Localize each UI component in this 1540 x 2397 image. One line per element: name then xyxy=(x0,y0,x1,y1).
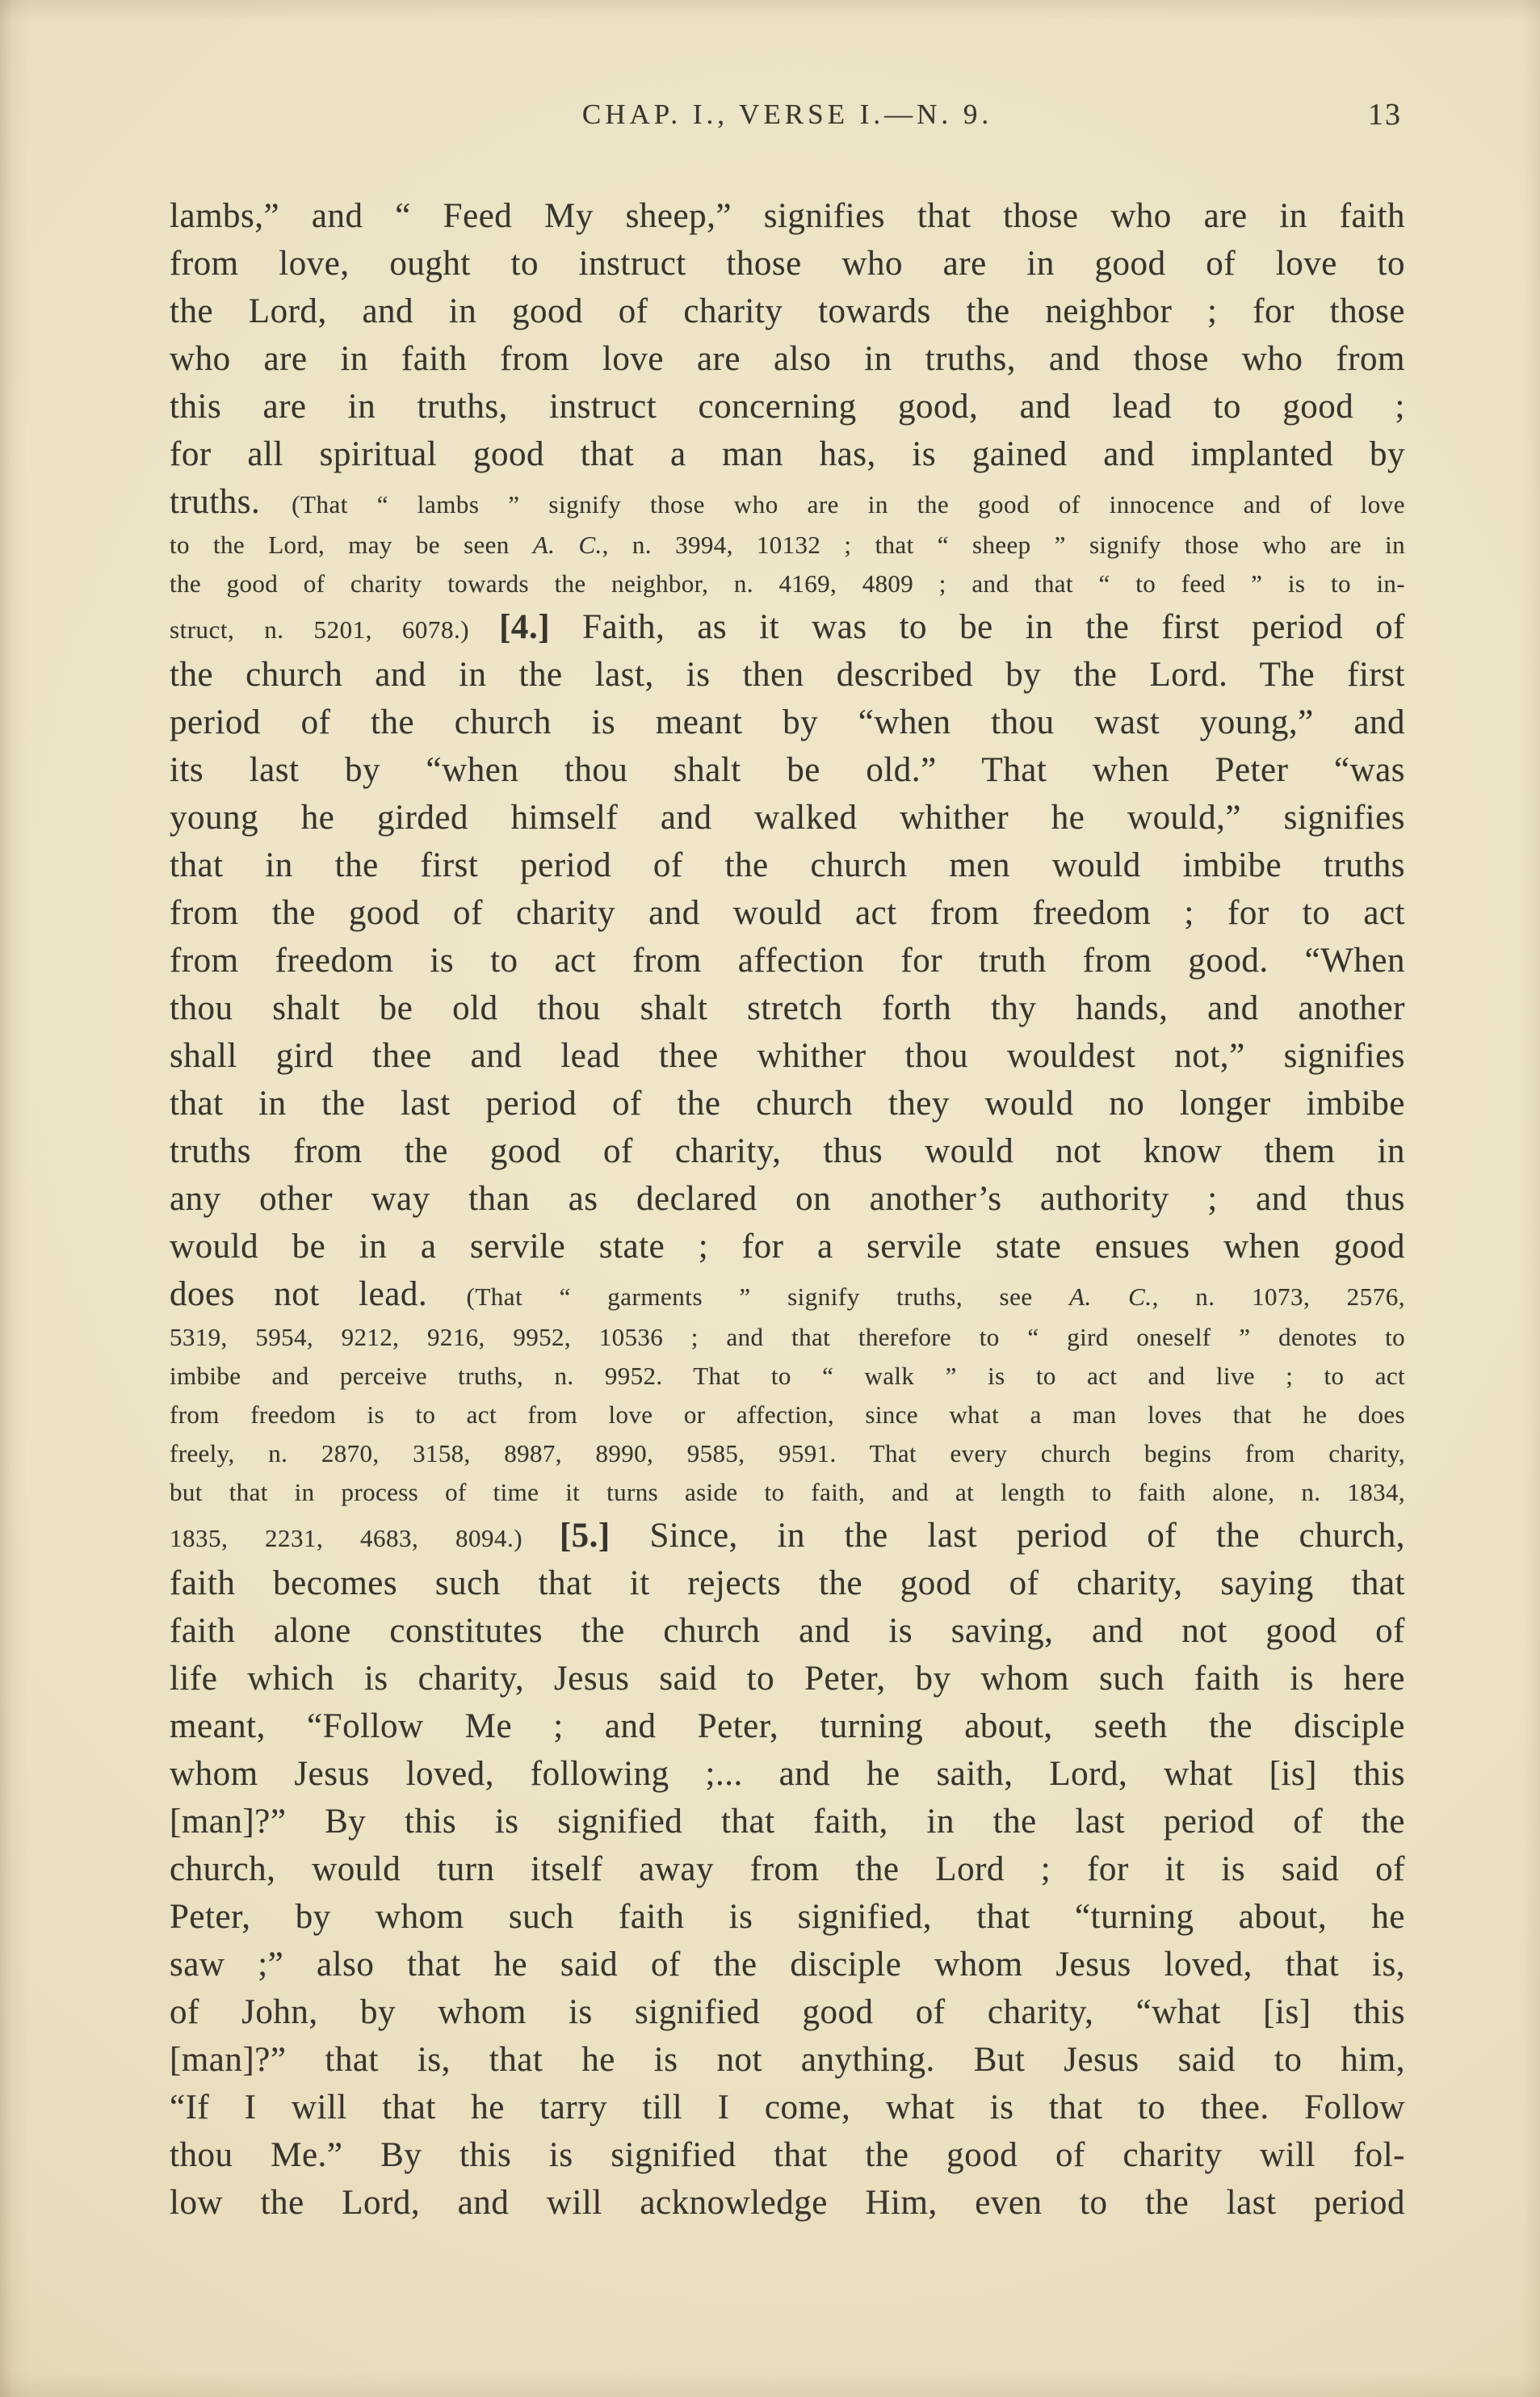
text-line xyxy=(170,335,1405,383)
text-segment: 5319, 5954, 9212, 9216, 9952, 10536 ; and that therefore to “ gird oneself ” denotes to xyxy=(170,1323,1405,1351)
text-segment: A. C. xyxy=(1069,1282,1152,1311)
text-line xyxy=(170,1032,1405,1080)
text-line xyxy=(170,889,1405,937)
text-line xyxy=(170,383,1405,430)
text-line xyxy=(170,1988,1405,2036)
text-line xyxy=(170,1655,1405,1702)
text-line xyxy=(170,1702,1405,1750)
text-segment: any other way than as declared on another’s authority ; and thus xyxy=(170,1180,1405,1218)
text-segment: period of the church is meant by “when thou wast young,” and xyxy=(170,703,1405,741)
text-segment: 1835, 2231, 4683, 8094.) xyxy=(170,1524,560,1552)
text-line xyxy=(170,2036,1405,2084)
text-segment: young he girded himself and walked whither he would,” signifies xyxy=(170,799,1405,837)
page-number: 13 xyxy=(1368,98,1402,132)
text-line xyxy=(170,1607,1405,1655)
text-line xyxy=(170,1318,1405,1357)
text-line xyxy=(170,1357,1405,1396)
text-segment: Peter, by whom such faith is signified, that “turning about, he xyxy=(170,1898,1405,1936)
text-segment: thou Me.” By this is signified that the good of charity will fol- xyxy=(170,2136,1405,2174)
text-segment: the good of charity towards the neighbor, n. 4169, 4809 ; and that “ to feed ” is to in- xyxy=(170,569,1405,598)
text-segment: shall gird thee and lead thee whither thou wouldest not,” signifies xyxy=(170,1037,1405,1075)
text-line xyxy=(170,603,1405,651)
text-segment: does not lead. xyxy=(170,1275,467,1313)
text-line xyxy=(170,1798,1405,1845)
text-segment: from the good of charity and would act from freedom ; for to act xyxy=(170,894,1405,932)
text-line xyxy=(170,430,1405,478)
text-segment: meant, “Follow Me ; and Peter, turning about, seeth the disciple xyxy=(170,1707,1405,1745)
text-line xyxy=(170,1941,1405,1988)
text-line xyxy=(170,1893,1405,1941)
text-segment: that in the last period of the church they would no longer imbibe xyxy=(170,1085,1405,1123)
section-number: [5.] xyxy=(559,1517,650,1555)
text-line xyxy=(170,288,1405,335)
text-segment: its last by “when thou shalt be old.” That when Peter “was xyxy=(170,751,1405,789)
text-segment: imbibe and perceive truths, n. 9952. That to “ walk ” is to act and live ; to act xyxy=(170,1362,1405,1390)
text-segment: of John, by whom is signified good of charity, “what [is] this xyxy=(170,1993,1405,2031)
text-line xyxy=(170,1512,1405,1560)
text-segment: , n. 1073, 2576, xyxy=(1152,1282,1406,1311)
text-line xyxy=(170,842,1405,889)
text-line xyxy=(170,1750,1405,1798)
text-segment: would be in a servile state ; for a servile state ensues when good xyxy=(170,1228,1405,1266)
page-header xyxy=(170,99,1405,141)
running-head-title: CHAP. I., VERSE I.—N. 9. xyxy=(581,99,993,130)
section-number: [4.] xyxy=(499,608,583,646)
text-segment: the Lord, and in good of charity towards the neighbor ; for those xyxy=(170,292,1405,330)
text-segment: whom Jesus loved, following ;... and he saith, Lord, what [is] this xyxy=(170,1755,1405,1793)
text-line xyxy=(170,1080,1405,1127)
text-line xyxy=(170,478,1405,526)
text-segment: church, would turn itself away from the Lord ; for it is said of xyxy=(170,1850,1405,1888)
text-segment: freely, n. 2870, 3158, 8987, 8990, 9585, 9591. That every church begins from charity, xyxy=(170,1439,1405,1467)
text-segment: (That “ lambs ” signify those who are in the good of innocence and of love xyxy=(292,490,1406,518)
text-line xyxy=(170,526,1405,565)
text-segment: A. C. xyxy=(532,531,602,559)
text-segment: who are in faith from love are also in truths, and those who from xyxy=(170,340,1405,378)
text-segment: lambs,” and “ Feed My sheep,” signifies that those who are in faith xyxy=(170,197,1405,235)
text-line xyxy=(170,1223,1405,1270)
text-segment: from freedom is to act from affection for truth from good. “When xyxy=(170,942,1405,980)
text-segment: truths from the good of charity, thus would not know them in xyxy=(170,1132,1405,1170)
page-text xyxy=(170,192,1405,2227)
text-line xyxy=(170,651,1405,699)
text-segment: that in the first period of the church men would imbibe truths xyxy=(170,846,1405,884)
text-line xyxy=(170,1434,1405,1473)
text-segment: from freedom is to act from love or affection, since what a man loves that he does xyxy=(170,1400,1405,1429)
text-segment: faith alone constitutes the church and is saving, and not good of xyxy=(170,1612,1405,1650)
text-line xyxy=(170,1396,1405,1434)
text-segment: for all spiritual good that a man has, is gained and implanted by xyxy=(170,435,1405,473)
text-line xyxy=(170,240,1405,288)
text-segment: (That “ garments ” signify truths, see xyxy=(466,1282,1070,1311)
text-line xyxy=(170,794,1405,842)
text-line xyxy=(170,1127,1405,1175)
text-line xyxy=(170,937,1405,984)
text-segment: life which is charity, Jesus said to Peter, by whom such faith is here xyxy=(170,1660,1405,1698)
text-line xyxy=(170,2084,1405,2131)
text-segment: [man]?” By this is signified that faith, in the last period of the xyxy=(170,1803,1405,1841)
text-line xyxy=(170,1175,1405,1223)
text-line xyxy=(170,192,1405,240)
text-segment: but that in process of time it turns aside to faith, and at length to faith alone, n. 1834, xyxy=(170,1478,1405,1506)
text-segment: saw ;” also that he said of the disciple whom Jesus loved, that is, xyxy=(170,1946,1405,1984)
text-segment: struct, n. 5201, 6078.) xyxy=(170,615,500,644)
text-segment: low the Lord, and will acknowledge Him, even to the last period xyxy=(170,2184,1405,2222)
text-line xyxy=(170,1270,1405,1318)
text-segment: from love, ought to instruct those who are in good of love to xyxy=(170,245,1405,283)
text-segment: , n. 3994, 10132 ; that “ sheep ” signify those who are in xyxy=(602,531,1405,559)
text-segment: [man]?” that is, that he is not anything. But Jesus said to him, xyxy=(170,2041,1405,2079)
text-segment: Since, in the last period of the church, xyxy=(649,1517,1406,1555)
text-line xyxy=(170,1473,1405,1512)
text-segment: thou shalt be old thou shalt stretch forth thy hands, and another xyxy=(170,989,1405,1027)
text-segment: faith becomes such that it rejects the good of charity, saying that xyxy=(170,1564,1405,1602)
text-line xyxy=(170,1560,1405,1607)
text-segment: the church and in the last, is then described by the Lord. The first xyxy=(170,656,1405,694)
text-line xyxy=(170,746,1405,794)
text-segment: to the Lord, may be seen xyxy=(170,531,533,559)
text-segment: Faith, as it was to be in the first period of xyxy=(582,608,1405,646)
text-segment: “If I will that he tarry till I come, what is that to thee. Follow xyxy=(170,2088,1405,2126)
text-line xyxy=(170,2131,1405,2179)
text-line xyxy=(170,565,1405,603)
text-line xyxy=(170,1845,1405,1893)
text-segment: truths. xyxy=(170,483,292,521)
text-line xyxy=(170,2179,1405,2227)
text-segment: this are in truths, instruct concerning good, and lead to good ; xyxy=(170,388,1405,426)
text-line xyxy=(170,984,1405,1032)
text-line xyxy=(170,699,1405,746)
